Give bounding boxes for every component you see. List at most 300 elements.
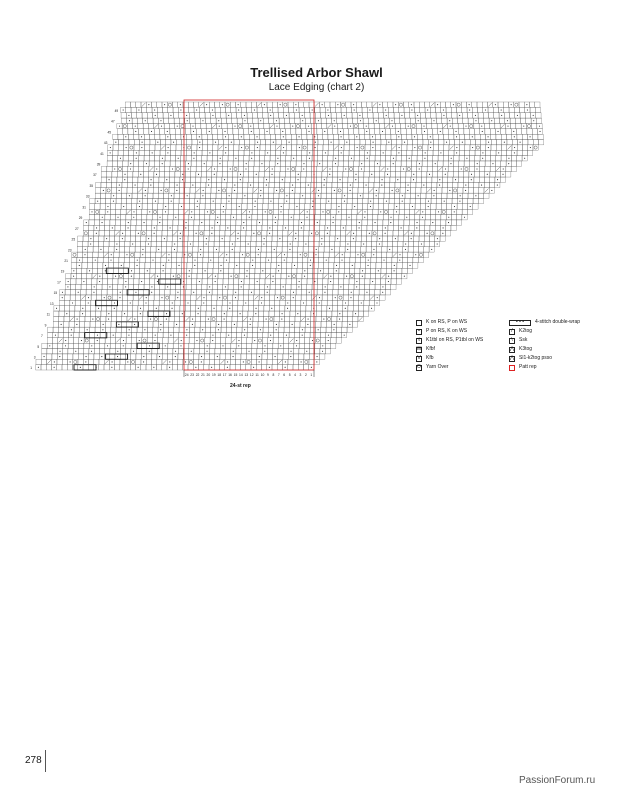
stitch-cell: [174, 118, 179, 123]
purl-dot: [298, 174, 299, 175]
stitch-cell: [384, 182, 389, 187]
stitch-cell: [215, 338, 220, 343]
stitch-cell: [442, 177, 447, 182]
stitch-cell: [178, 220, 183, 225]
stitch-cell: [436, 113, 441, 118]
stitch-cell: [473, 204, 478, 209]
purl-dot: [364, 217, 365, 218]
stitch-cell: [215, 102, 220, 107]
stitch-cell: [134, 140, 139, 145]
purl-dot: [298, 179, 299, 180]
purl-dot: [464, 217, 465, 218]
purl-dot: [404, 142, 405, 143]
stitch-cell: [185, 306, 190, 311]
stitch-cell: [188, 102, 193, 107]
purl-dot: [244, 335, 245, 336]
stitch-cell: [312, 150, 317, 155]
stitch-cell: [405, 113, 410, 118]
stitch-cell: [83, 236, 88, 241]
stitch-cell: [369, 123, 374, 128]
stitch-cell: [373, 204, 378, 209]
stitch-cell: [171, 279, 176, 284]
legend-right: [509, 318, 580, 372]
purl-dot: [334, 120, 335, 121]
stitch-cell: [150, 140, 155, 145]
purl-dot: [434, 190, 435, 191]
purl-dot: [262, 270, 263, 271]
purl-dot: [174, 249, 175, 250]
stitch-cell: [93, 252, 98, 257]
stitch-cell: [89, 215, 94, 220]
stitch-cell: [410, 193, 415, 198]
stitch-cell: [307, 161, 312, 166]
purl-dot: [524, 158, 525, 159]
stitch-cell: [253, 322, 258, 327]
stitch-cell: [323, 156, 328, 161]
stitch-cell: [52, 354, 57, 359]
purl-dot: [83, 281, 84, 282]
stitch-cell: [295, 322, 300, 327]
stitch-cell: [216, 193, 221, 198]
stitch-cell: [190, 188, 195, 193]
stitch-cell: [180, 166, 185, 171]
stitch-cell: [402, 263, 407, 268]
stitch-cell: [261, 252, 266, 257]
purl-dot: [166, 313, 167, 314]
purl-dot: [311, 233, 312, 234]
purl-dot: [301, 222, 302, 223]
stitch-cell: [401, 161, 406, 166]
stitch-cell: [138, 166, 143, 171]
legend-text: Yarn Over: [426, 364, 449, 370]
stitch-cell: [343, 172, 348, 177]
stitch-cell: [320, 338, 325, 343]
chart-row: [96, 182, 500, 187]
stitch-cell: [239, 268, 244, 273]
purl-dot: [65, 340, 66, 341]
stitch-cell: [308, 247, 313, 252]
stitch-cell: [266, 247, 271, 252]
stitch-cell: [347, 316, 352, 321]
purl-dot: [152, 260, 153, 261]
stitch-cell: [108, 274, 113, 279]
purl-dot: [198, 313, 199, 314]
purl-dot: [314, 136, 315, 137]
purl-dot: [341, 147, 342, 148]
purl-dot: [113, 335, 114, 336]
purl-dot: [333, 222, 334, 223]
stitch-cell: [111, 322, 116, 327]
stitch-cell: [52, 349, 57, 354]
stitch-cell: [262, 354, 267, 359]
stitch-cell: [431, 209, 436, 214]
stitch-cell: [173, 209, 178, 214]
yarn-over-mark: [165, 189, 168, 192]
purl-dot: [222, 238, 223, 239]
stitch-cell: [479, 177, 484, 182]
purl-dot: [79, 265, 80, 266]
stitch-cell: [79, 343, 84, 348]
purl-dot: [438, 211, 439, 212]
stitch-cell: [205, 204, 210, 209]
stitch-cell: [365, 268, 370, 273]
double-wrap-icon: • • •: [509, 320, 531, 326]
purl-dot: [193, 292, 194, 293]
stitch-cell: [234, 140, 239, 145]
stitch-cell: [321, 322, 326, 327]
stitch-cell: [317, 290, 322, 295]
purl-dot: [250, 185, 251, 186]
stitch-cell: [134, 268, 139, 273]
stitch-cell: [469, 123, 474, 128]
yarn-over-mark: [177, 275, 180, 278]
purl-dot: [86, 222, 87, 223]
purl-dot: [300, 254, 301, 255]
stitch-cell: [128, 129, 133, 134]
stitch-cell: [355, 268, 360, 273]
stitch-cell: [176, 150, 181, 155]
stitch-cell: [188, 231, 193, 236]
purl-dot: [97, 340, 98, 341]
row-number: 3: [33, 355, 36, 360]
yarn-over-mark: [534, 146, 537, 149]
purl-dot: [475, 120, 476, 121]
purl-dot: [422, 211, 423, 212]
purl-dot: [217, 356, 218, 357]
decrease-mark: [278, 360, 282, 364]
decrease-mark: [300, 210, 304, 214]
yarn-over-mark: [211, 210, 214, 213]
stitch-cell: [423, 140, 428, 145]
purl-dot: [229, 195, 230, 196]
purl-dot: [416, 227, 417, 228]
stitch-cell: [431, 113, 436, 118]
stitch-cell: [162, 354, 167, 359]
stitch-cell: [273, 343, 278, 348]
purl-dot: [253, 233, 254, 234]
stitch-cell: [389, 198, 394, 203]
stitch-cell: [195, 322, 200, 327]
stitch-cell: [314, 241, 319, 246]
stitch-cell: [375, 150, 380, 155]
stitch-cell: [205, 198, 210, 203]
purl-dot: [234, 324, 235, 325]
stitch-cell: [422, 166, 427, 171]
purl-dot: [172, 168, 173, 169]
purl-dot: [322, 351, 323, 352]
stitch-cell: [458, 188, 463, 193]
stitch-cell: [302, 140, 307, 145]
stitch-cell: [157, 365, 162, 370]
purl-dot: [427, 233, 428, 234]
stitch-cell: [284, 338, 289, 343]
stitch-cell: [381, 263, 386, 268]
stitch-cell: [221, 198, 226, 203]
stitch-cell: [394, 215, 399, 220]
stitch-cell: [248, 118, 253, 123]
stitch-cell: [383, 220, 388, 225]
row-number: 33: [85, 194, 90, 199]
decrease-mark: [232, 339, 236, 343]
purl-dot: [289, 249, 290, 250]
stitch-cell: [148, 123, 153, 128]
stitch-cell: [122, 193, 127, 198]
stitch-cell: [164, 188, 169, 193]
purl-dot: [172, 302, 173, 303]
purl-dot: [95, 260, 96, 261]
purl-dot: [234, 185, 235, 186]
purl-dot: [367, 158, 368, 159]
stitch-cell: [212, 284, 217, 289]
stitch-cell: [298, 365, 303, 370]
purl-dot: [213, 201, 214, 202]
decrease-mark: [242, 210, 246, 214]
purl-dot: [125, 136, 126, 137]
stitch-cell: [354, 166, 359, 171]
purl-dot: [455, 131, 456, 132]
stitch-cell: [260, 284, 265, 289]
purl-dot: [137, 260, 138, 261]
purl-dot: [290, 356, 291, 357]
chart-row: [66, 274, 407, 279]
stitch-cell: [222, 123, 227, 128]
stitch-cell: [490, 129, 495, 134]
purl-dot: [174, 243, 175, 244]
stitch-cell: [305, 204, 310, 209]
stitch-cell: [275, 129, 280, 134]
stitch-cell: [357, 107, 362, 112]
stitch-cell: [201, 166, 206, 171]
stitch-cell: [159, 300, 164, 305]
stitch-cell: [249, 284, 254, 289]
purl-dot: [71, 329, 72, 330]
yarn-over-mark: [223, 189, 226, 192]
stitch-cell: [85, 322, 90, 327]
purl-dot: [238, 340, 239, 341]
stitch-cell: [277, 247, 282, 252]
square-dot-icon: •: [416, 329, 422, 335]
stitch-cell: [253, 327, 258, 332]
stitch-cell: [197, 156, 202, 161]
stitch-cell: [331, 332, 336, 337]
stitch-cell: [200, 332, 205, 337]
purl-dot: [508, 163, 509, 164]
stitch-cell: [174, 113, 179, 118]
stitch-cell: [159, 306, 164, 311]
purl-dot: [212, 227, 213, 228]
stitch-cell: [155, 150, 160, 155]
purl-dot: [187, 302, 188, 303]
purl-dot: [306, 217, 307, 218]
stitch-cell: [107, 166, 112, 171]
stitch-cell: [422, 161, 427, 166]
stitch-cell: [86, 284, 91, 289]
stitch-cell: [390, 129, 395, 134]
stitch-cell: [462, 209, 467, 214]
stitch-cell: [353, 316, 358, 321]
stitch-cell: [462, 107, 467, 112]
decrease-mark: [277, 253, 281, 257]
purl-dot: [227, 367, 228, 368]
stitch-cell: [400, 118, 405, 123]
stitch-cell: [167, 241, 172, 246]
stitch-cell: [333, 290, 338, 295]
stitch-cell: [462, 113, 467, 118]
purl-dot: [342, 254, 343, 255]
stitch-cell: [145, 252, 150, 257]
stitch-cell: [277, 365, 282, 370]
stitch-cell: [104, 365, 109, 370]
chart-row: [113, 134, 544, 139]
stitch-cell: [322, 306, 327, 311]
stitch-cell: [211, 188, 216, 193]
stitch-cell: [370, 284, 375, 289]
stitch-cell: [322, 123, 327, 128]
stitch-cell: [210, 215, 215, 220]
purl-dot: [285, 227, 286, 228]
stitch-cell: [475, 140, 480, 145]
purl-dot: [263, 243, 264, 244]
chart-row: [59, 300, 379, 305]
stitch-cell: [151, 241, 156, 246]
stitch-cell: [215, 225, 220, 230]
stitch-cell: [165, 156, 170, 161]
purl-dot: [129, 120, 130, 121]
stitch-cell: [140, 257, 145, 262]
stitch-cell: [307, 134, 312, 139]
stitch-cell: [281, 156, 286, 161]
purl-dot: [318, 120, 319, 121]
decrease-mark: [173, 231, 177, 235]
stitch-cell: [304, 225, 309, 230]
stitch-cell: [383, 215, 388, 220]
stitch-cell: [459, 150, 464, 155]
stitch-cell: [273, 349, 278, 354]
stitch-cell: [186, 295, 191, 300]
purl-dot: [88, 297, 89, 298]
stitch-cell: [163, 107, 168, 112]
stitch-cell: [419, 236, 424, 241]
row-number: 15: [53, 291, 58, 296]
purl-dot: [220, 265, 221, 266]
purl-dot: [388, 281, 389, 282]
stitch-cell: [454, 161, 459, 166]
stitch-cell: [346, 107, 351, 112]
stitch-cell: [347, 204, 352, 209]
purl-dot: [91, 211, 92, 212]
stitch-cell: [356, 102, 361, 107]
yarn-over-mark: [373, 232, 376, 235]
stitch-cell: [82, 268, 87, 273]
stitch-cell: [387, 252, 392, 257]
stitch-cell: [424, 241, 429, 246]
stitch-cell: [203, 252, 208, 257]
stitch-cell: [254, 290, 259, 295]
purl-dot: [106, 238, 107, 239]
stitch-cell: [136, 354, 141, 359]
purl-dot: [292, 324, 293, 325]
stitch-cell: [421, 198, 426, 203]
stitch-cell: [53, 316, 58, 321]
stitch-cell: [205, 327, 210, 332]
purl-dot: [282, 131, 283, 132]
stitch-cell: [453, 182, 458, 187]
stitch-cell: [334, 257, 339, 262]
stitch-cell: [187, 252, 192, 257]
stitch-cell: [227, 311, 232, 316]
stitch-cell: [375, 274, 380, 279]
stitch-cell: [139, 268, 144, 273]
purl-dot: [121, 265, 122, 266]
stitch-cell: [384, 188, 389, 193]
stitch-cell: [198, 241, 203, 246]
stitch-cell: [206, 123, 211, 128]
stitch-cell: [389, 209, 394, 214]
stitch-cell: [301, 306, 306, 311]
stitch-cell: [228, 129, 233, 134]
stitch-cell: [388, 231, 393, 236]
purl-dot: [272, 281, 273, 282]
stitch-cell: [169, 118, 174, 123]
stitch-cell: [512, 156, 517, 161]
stitch-cell: [464, 166, 469, 171]
purl-dot: [199, 142, 200, 143]
purl-dot: [237, 238, 238, 239]
stitch-cell: [131, 220, 136, 225]
stitch-cell: [214, 241, 219, 246]
stitch-cell: [201, 182, 206, 187]
stitch-cell: [251, 236, 256, 241]
purl-dot: [335, 297, 336, 298]
stitch-cell: [212, 295, 217, 300]
stitch-cell: [189, 113, 194, 118]
purl-dot: [123, 345, 124, 346]
stitch-cell: [96, 300, 101, 305]
stitch-cell: [408, 241, 413, 246]
purl-dot: [99, 281, 100, 282]
purl-dot: [160, 120, 161, 121]
stitch-cell: [189, 338, 194, 343]
stitch-cell: [391, 140, 396, 145]
purl-dot: [303, 302, 304, 303]
stitch-cell: [137, 118, 142, 123]
purl-dot: [185, 227, 186, 228]
purl-dot: [167, 136, 168, 137]
stitch-cell: [240, 241, 245, 246]
stitch-cell: [361, 231, 366, 236]
stitch-cell: [491, 156, 496, 161]
stitch-cell: [446, 102, 451, 107]
stitch-cell: [412, 150, 417, 155]
decrease-mark: [427, 189, 431, 193]
purl-dot: [232, 249, 233, 250]
row-number: 23: [67, 248, 72, 253]
stitch-cell: [332, 172, 337, 177]
chart-row: [125, 102, 540, 107]
stitch-cell: [295, 327, 300, 332]
decrease-mark: [277, 146, 281, 150]
stitch-cell: [200, 204, 205, 209]
stitch-cell: [491, 140, 496, 145]
stitch-cell: [304, 102, 309, 107]
stitch-cell: [178, 225, 183, 230]
stitch-cell: [249, 145, 254, 150]
stitch-cell: [339, 263, 344, 268]
purl-dot: [277, 163, 278, 164]
stitch-cell: [393, 241, 398, 246]
stitch-cell: [130, 359, 135, 364]
purl-dot: [112, 227, 113, 228]
